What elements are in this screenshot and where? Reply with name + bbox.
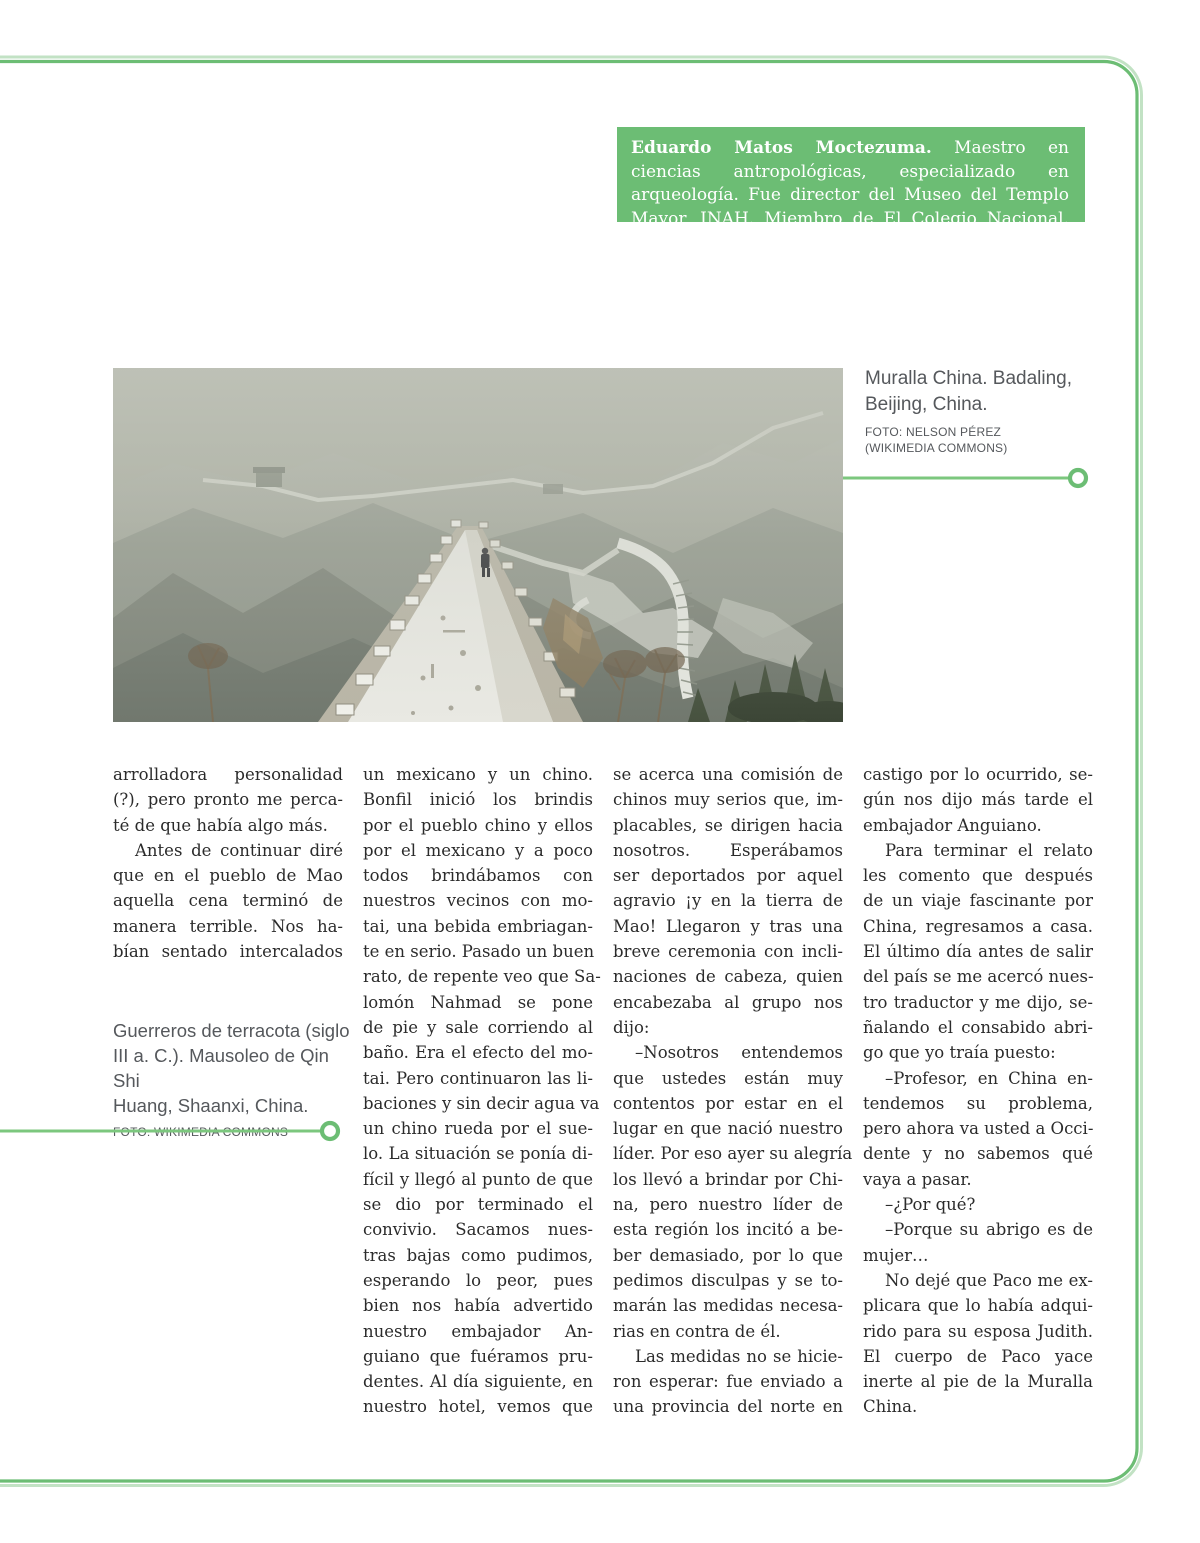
article-line: baciones y sin decir agua va [363,1093,600,1113]
photo-caption [865,366,1095,456]
caption-rule-right [843,465,1093,491]
author-bio-box [617,127,1085,253]
article-line: China. [863,1397,918,1417]
article-column-3 [613,762,853,1420]
article-line: manera terrible. Nos ha- [113,916,343,936]
article-line: breve ceremonia con incli- [613,942,843,962]
article-line: de un viaje fascinante por [863,891,1093,911]
article-line: tendemos su problema, [863,1093,1093,1113]
article-column-2 [363,762,601,1420]
article-line: –Profesor, en China en- [885,1068,1093,1088]
article-line: les comento que después [863,866,1093,886]
article-line: se dio por terminado el [363,1195,593,1215]
article-line: nosotros. Esperábamos [613,840,843,860]
article-line: Las medidas no se hicie- [635,1346,843,1366]
article-line: por el pueblo chino y ellos [363,815,593,835]
article-line: Para terminar el relato [885,840,1093,860]
article-line: que ustedes están muy [613,1068,843,1088]
article-line: se acerca una comisión de [613,765,843,784]
author-bio-text: Maestro en ciencias antropológicas, especializado en arqueología. Fue director del Museo del Templo Mayor, INAH. Miembro de El Colegio Nacional. Profesor emérito del INAH. [631,138,1069,253]
article-line: marán las medidas necesa- [613,1296,843,1316]
article-line: dijo: [613,1017,650,1037]
article-line: por el mexicano y a poco [363,840,593,860]
article-line: China, regresamos a casa. [863,916,1093,936]
article-line: Bonfil inició los brindis [363,790,593,810]
article-line: ron esperar: fue enviado a [613,1372,843,1392]
article-line: go que yo traía puesto: [863,1043,1056,1063]
terracotta-caption-line: Guerreros de terracota (siglo [113,1020,350,1041]
article-line: –Nosotros entendemos [635,1043,843,1063]
article-line: Antes de continuar diré [135,840,343,860]
article-line: rido para su esposa Judith. [863,1321,1093,1341]
article-line: pero ahora va usted a Occi- [863,1119,1094,1139]
article-line: ber demasiado, por lo que [613,1245,843,1265]
article-column-1 [113,762,343,964]
article-line: tai, una bebida embriagan- [363,916,593,936]
article-column-4 [863,762,1093,1420]
article-line: te en serio. Pasado un buen [363,942,595,962]
article-line: plicara que lo había adqui- [863,1296,1093,1316]
article-line: dentes. Al día siguiente, en [363,1372,593,1392]
terracotta-caption [113,1018,353,1140]
article-line: de pie y sale corriendo al [363,1017,593,1037]
article-line: guiano que fuéramos pru- [363,1346,593,1366]
article-line: chinos muy serios que, im- [613,790,843,810]
article-line: gún nos dijo más tarde el [863,790,1093,810]
article-line: nuestro hotel, vemos que [363,1397,593,1417]
article-line: nuestros vecinos con mo- [363,891,593,911]
article-line: placables, se dirigen hacia [613,815,843,835]
article-line: encabezaba al grupo nos [613,992,843,1012]
article-line: tro traductor y me dijo, se- [863,992,1093,1012]
article-line: líder. Por eso ayer su alegría [613,1144,853,1164]
article-line: Mao! Llegaron y tras una [613,916,843,936]
article-line: té de que había algo más. [113,815,328,835]
photo-caption-line: Beijing, China. [865,394,988,415]
great-wall-photo [113,368,843,722]
article-line: lomón Nahmad se pone [363,992,593,1012]
article-line: esta región los incitó a be- [613,1220,843,1240]
photo-credit-line: (WIKIMEDIA COMMONS) [865,441,1008,455]
article-line: arrolladora personalidad [113,765,343,784]
article-line: que en el pueblo de Mao [113,866,343,886]
article-line: lo. La situación se ponía di- [363,1144,593,1164]
article-line: castigo por lo ocurrido, se- [863,765,1093,784]
photo-caption-line: Muralla China. Badaling, [865,368,1073,389]
article-line: una provincia del norte en [613,1397,843,1417]
article-line: inerte al pie de la Muralla [863,1372,1093,1392]
article-line: mujer… [863,1245,929,1265]
article-line: convivio. Sacamos nues- [363,1220,593,1240]
article-line: nuestro embajador An- [363,1321,593,1341]
author-name: Eduardo Matos Moctezuma. [631,138,932,158]
article-line: bien nos había advertido [363,1296,593,1316]
article-line: vaya a pasar. [863,1169,972,1189]
article-line: El último día antes de salir [863,942,1093,962]
article-line: esperando lo peor, pues [363,1270,593,1290]
article-line: –Porque su abrigo es de [885,1220,1093,1240]
terracotta-caption-line: III a. C.). Mausoleo de Qin Shi [113,1045,329,1091]
article-line: rias en contra de él. [613,1321,781,1341]
article-line: na, pero nuestro líder de [613,1195,843,1215]
article-line: ñalando el consabido abri- [863,1017,1093,1037]
article-line: bían sentado intercalados [113,942,343,962]
article-line: agravio ¡y en la tierra de [613,891,843,911]
article-line: –¿Por qué? [885,1195,976,1215]
article-line: fícil y llegó al punto de que [363,1169,593,1189]
article-line: baño. Era el efecto del mo- [363,1043,593,1063]
article-line: tras bajas como pudimos, [363,1245,593,1265]
article-line: (?), pero pronto me perca- [113,790,343,810]
article-line: dente y no sabemos qué [863,1144,1093,1164]
article-line: lugar en que nació nuestro [613,1119,843,1139]
article-line: rato, de repente veo que Sa- [363,967,601,987]
article-line: un mexicano y un chino. [363,765,593,784]
article-line: embajador Anguiano. [863,815,1042,835]
article-line: un chino rueda por el sue- [363,1119,593,1139]
article-line: pedimos disculpas y se to- [613,1270,843,1290]
article-line: contentos por estar en el [613,1093,843,1113]
article-line: aquella cena terminó de [113,891,343,911]
article-line: naciones de cabeza, quien [613,967,843,987]
photo-credit-line: FOTO: NELSON PÉREZ [865,425,1002,439]
article-line: ser deportados por aquel [613,866,843,886]
terracotta-credit: FOTO: WIKIMEDIA COMMONS [113,1125,289,1139]
terracotta-caption-line: Huang, Shaanxi, China. [113,1095,309,1116]
article-line: tai. Pero continuaron las li- [363,1068,593,1088]
article-line: los llevó a brindar por Chi- [613,1169,843,1189]
article-line: todos brindábamos con [363,866,593,886]
article-line: del país se me acercó nues- [863,967,1094,987]
article-line: El cuerpo de Paco yace [863,1346,1093,1366]
article-line: No dejé que Paco me ex- [885,1270,1093,1290]
